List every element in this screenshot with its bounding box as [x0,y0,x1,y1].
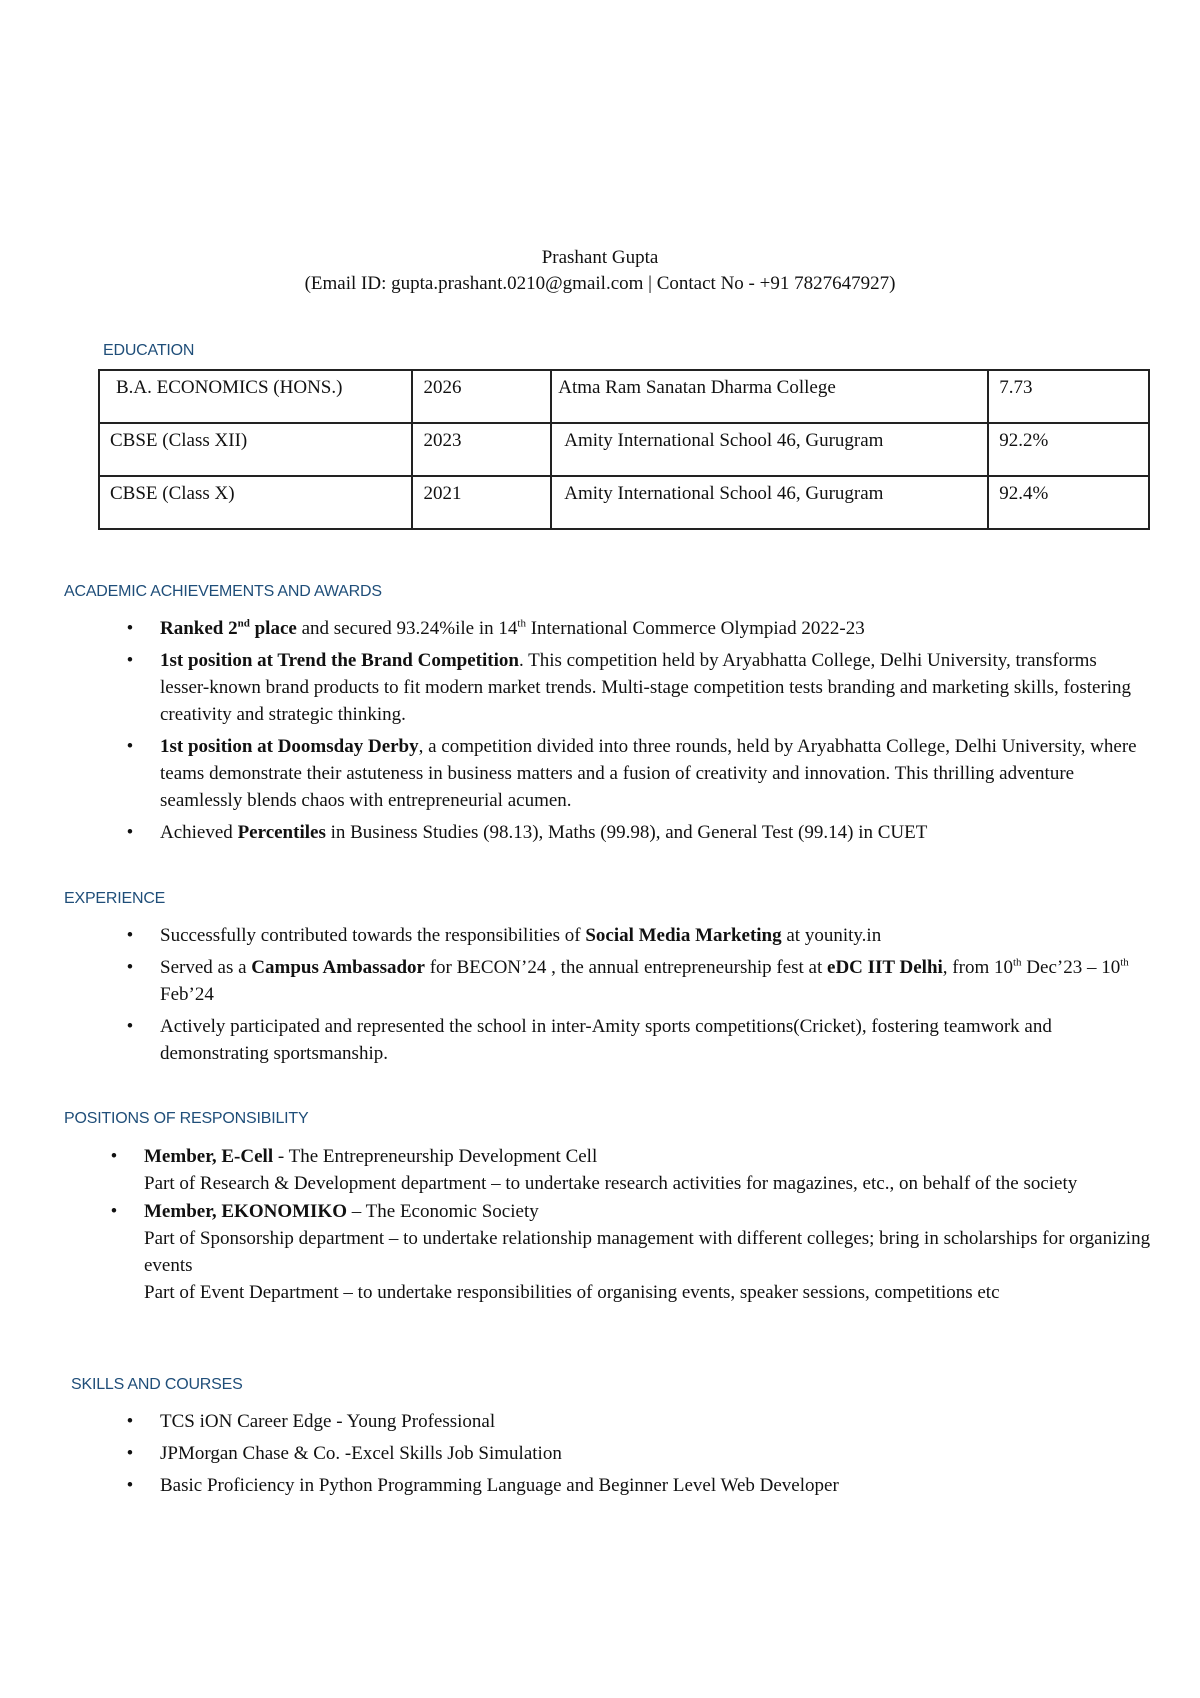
bullet-icon: • [126,650,134,671]
bold-text: Member, EKONOMIKO [144,1201,347,1222]
table-cell: CBSE (Class X) [99,476,412,529]
bold-text: place [249,618,297,639]
table-cell: Amity International School 46, Gurugram [551,423,988,476]
table-cell: Atma Ram Sanatan Dharma College [551,370,988,423]
bold-text: eDC IIT Delhi [827,957,943,978]
item-text: Served as a [160,957,252,978]
bold-text: 1st position at Trend the Brand Competition [160,650,519,671]
education-table [98,369,1150,530]
list-item [120,733,1150,814]
bullet-icon: • [126,1475,134,1496]
superscript: nd [237,617,250,630]
bold-text: Social Media Marketing [585,925,782,946]
resume-header [0,245,1200,297]
bullet-icon: • [110,1201,118,1222]
positions-heading: POSITIONS OF RESPONSIBILITY [64,1110,309,1127]
bold-text: 1st position at Doomsday Derby [160,736,419,757]
list-item [120,615,1150,642]
achievements-heading: ACADEMIC ACHIEVEMENTS AND AWARDS [64,583,382,600]
list-item [120,1408,1150,1435]
item-text: Feb’24 [160,984,214,1005]
list-item [120,1013,1150,1067]
bullet-icon: • [126,618,134,639]
list-item [120,922,1150,949]
bullet-icon: • [126,1411,134,1432]
item-text: in Business Studies (98.13), Maths (99.98), and General Test (99.14) in CUET [325,822,928,843]
item-text: Actively participated and represented the school in inter-Amity sports competitions(Cricket), fostering teamwork and demonstrating sportsmanship. [160,1016,1052,1064]
item-text: for BECON’24 , the annual entrepreneurship fest at [424,957,828,978]
experience-heading: EXPERIENCE [64,890,166,907]
bullet-icon: • [126,822,134,843]
education-heading: EDUCATION [103,342,195,359]
item-text: Successfully contributed towards the responsibilities of [160,925,586,946]
table-cell: B.A. ECONOMICS (HONS.) [99,370,412,423]
item-text: TCS iON Career Edge - Young Professional [160,1411,496,1432]
table-row [99,423,1149,476]
superscript: th [517,617,526,630]
item-text: JPMorgan Chase & Co. -Excel Skills Job Simulation [160,1443,562,1464]
positions-list [104,1143,1154,1311]
list-item [120,1440,1150,1467]
bold-text: Campus Ambassador [251,957,425,978]
item-text: International Commerce Olympiad 2022-23 [525,618,865,639]
item-text: Part of Sponsorship department – to undertake relationship management with different colleges; bring in scholarships for organizing events [144,1228,1151,1276]
bullet-icon: • [110,1146,118,1167]
contact-line: (Email ID: gupta.prashant.0210@gmail.com | Contact No - +91 7827647927) [304,273,896,294]
bullet-icon: • [126,925,134,946]
item-text: and secured 93.24%ile in 14 [296,618,518,639]
item-text: Basic Proficiency in Python Programming Language and Beginner Level Web Developer [160,1475,839,1496]
table-cell: 92.2% [988,423,1149,476]
table-cell: 7.73 [988,370,1149,423]
table-cell: CBSE (Class XII) [99,423,412,476]
item-text: Part of Research & Development department – to undertake research activities for magazines, etc., on behalf of the society [144,1173,1078,1194]
item-text: at younity.in [781,925,882,946]
table-cell: 2026 [412,370,551,423]
bullet-icon: • [126,1016,134,1037]
item-text: – The Economic Society [347,1201,539,1222]
candidate-name: Prashant Gupta [541,247,659,268]
item-text: Achieved [160,822,238,843]
skills-list [120,1408,1150,1504]
table-cell: Amity International School 46, Gurugram [551,476,988,529]
list-item [104,1143,1154,1197]
achievements-list [120,615,1150,851]
skills-heading: SKILLS AND COURSES [71,1376,243,1393]
superscript: th [1012,956,1022,969]
bold-text: Ranked 2 [160,618,238,639]
bullet-icon: • [126,957,134,978]
list-item [104,1198,1154,1306]
item-text: - The Entrepreneurship Development Cell [273,1146,598,1167]
item-text: , a competition divided into three rounds, held by Aryabhatta College, Delhi University, where teams demonstrate their astuteness in business matters and a fusion of creativity and innovation. This thrilling adventure seamlessly blends chaos with entrepreneurial acumen. [160,736,1137,811]
table-row [99,476,1149,529]
superscript: th [1120,956,1129,969]
bullet-icon: • [126,736,134,757]
bold-text: Member, E-Cell [144,1146,274,1167]
item-text: Dec’23 – 10 [1021,957,1121,978]
list-item [120,954,1150,1008]
table-cell: 92.4% [988,476,1149,529]
item-text: Part of Event Department – to undertake responsibilities of organising events, speaker sessions, competitions etc [144,1282,1000,1303]
table-cell: 2023 [412,423,551,476]
list-item [120,1472,1150,1499]
bold-text: Percentiles [237,822,326,843]
list-item [120,819,1150,846]
bullet-icon: • [126,1443,134,1464]
list-item [120,647,1150,728]
experience-list [120,922,1150,1072]
table-row [99,370,1149,423]
item-text: . This competition held by Aryabhatta College, Delhi University, transforms lesser-known brand products to fit modern market trends. Multi-stage competition tests branding and marketing skills, fostering creativity and strategic thinking. [160,650,1132,725]
item-text: , from 10 [942,957,1013,978]
table-cell: 2021 [412,476,551,529]
